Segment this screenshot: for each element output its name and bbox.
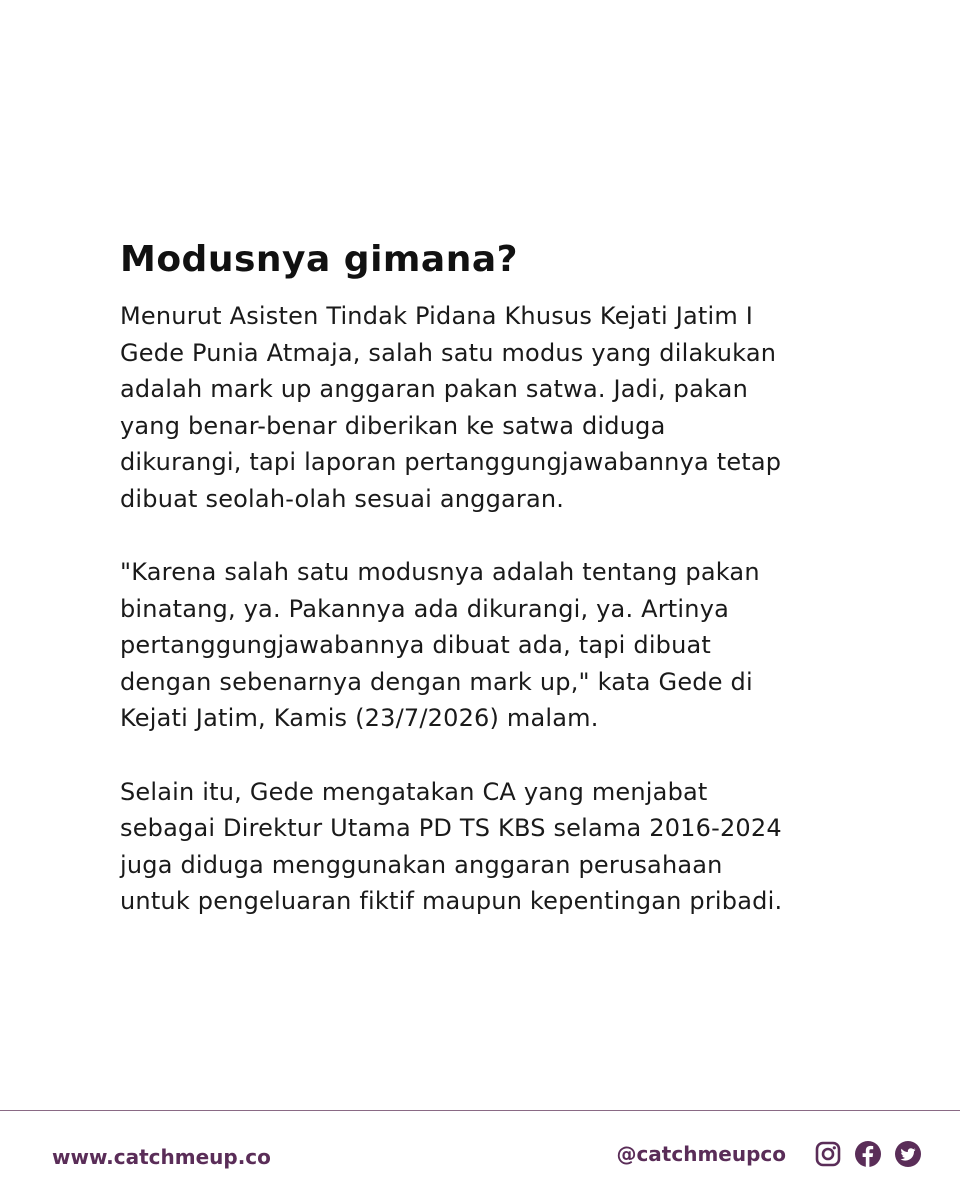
social-handle[interactable]: @catchmeupco — [616, 1142, 786, 1166]
article-paragraph-2: "Karena salah satu modusnya adalah tentang pakan binatang, ya. Pakannya ada dikurangi, ya. Artinya pertanggungjawabannya dibuat ada, tapi dibuat dengan sebenarnya dengan mark up," kata Gede di Kejati Jatim, Kamis (23/7/2026) malam. — [120, 558, 760, 732]
facebook-icon[interactable] — [854, 1140, 882, 1168]
article-paragraph-1: Menurut Asisten Tindak Pidana Khusus Kejati Jatim I Gede Punia Atmaja, salah satu modus yang dilakukan adalah mark up anggaran pakan satwa. Jadi, pakan yang benar-benar diberikan ke satwa diduga dikurangi, tapi laporan pertanggungjawabannya tetap dibuat seolah-olah sesuai anggaran. — [120, 302, 782, 513]
instagram-icon[interactable] — [814, 1140, 842, 1168]
social-bar — [616, 1140, 922, 1168]
twitter-icon[interactable] — [894, 1140, 922, 1168]
article-heading: Modusnya gimana? — [120, 239, 519, 280]
website-link[interactable]: www.catchmeup.co — [52, 1145, 271, 1169]
article-content — [120, 236, 880, 957]
article-paragraph-3: Selain itu, Gede mengatakan CA yang menjabat sebagai Direktur Utama PD TS KBS selama 2016-2024 juga diduga menggunakan anggaran perusahaan untuk pengeluaran fiktif maupun kepentingan pribadi. — [120, 777, 783, 915]
footer-divider — [0, 1110, 960, 1111]
